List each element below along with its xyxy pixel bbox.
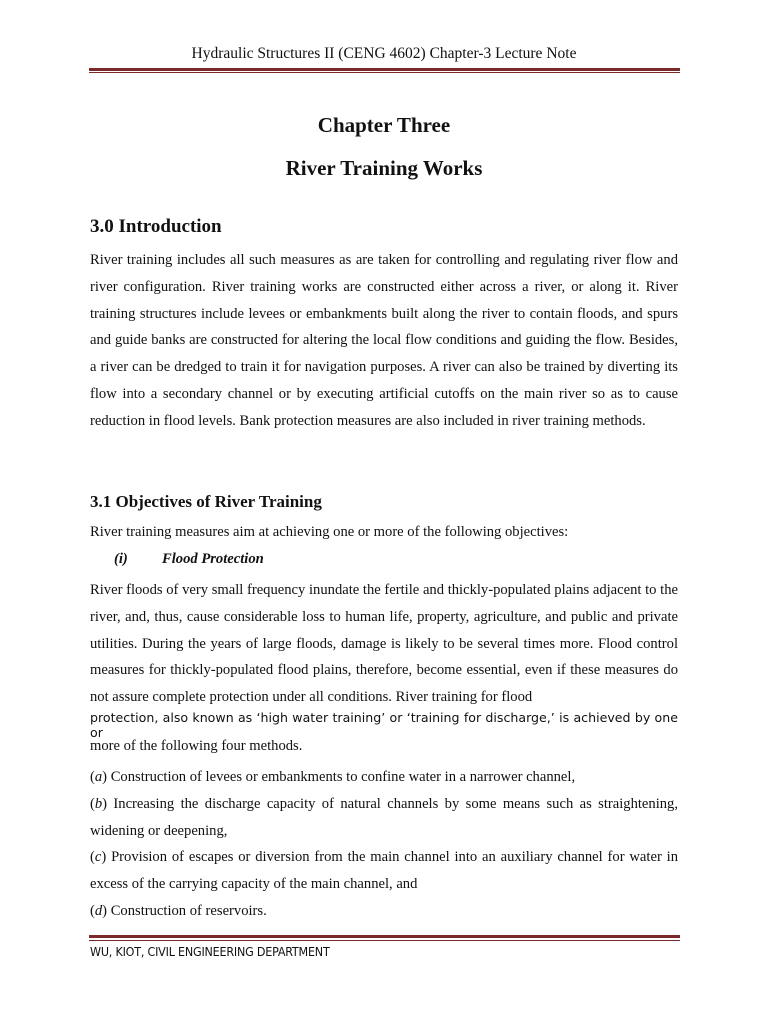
section-heading-intro: 3.0 Introduction xyxy=(90,216,222,237)
method-item-d: (d) Construction of reservoirs. xyxy=(90,903,267,919)
item-text: Construction of reservoirs. xyxy=(107,903,267,919)
header-rule-thin xyxy=(89,72,680,73)
item-letter: d xyxy=(94,903,103,919)
item-text: Construction of levees or embankments to confine water in a narrower channel, xyxy=(107,769,576,785)
item-text: Provision of escapes or diversion from the main channel into an auxiliary channel for water in excess of the carrying capacity of the main channel, and xyxy=(90,849,678,892)
flood-protection-sans-line: protection, also known as ‘high water training’ or ‘training for discharge,’ is achieved by one or xyxy=(90,710,678,740)
flood-protection-end: more of the following four methods. xyxy=(90,738,303,754)
objectives-lead: River training measures aim at achieving one or more of the following objectives: xyxy=(90,524,569,540)
method-item-c: (c) Provision of escapes or diversion from the main channel into an auxiliary channel for water in excess of the carrying capacity of the main channel, and xyxy=(90,849,678,892)
header-rule xyxy=(89,68,680,71)
item-text: Increasing the discharge capacity of natural channels by some means such as straightening, widening or deepening, xyxy=(90,796,678,839)
item-letter: b xyxy=(94,796,103,812)
flood-protection-paragraph: River floods of very small frequency inundate the fertile and thickly-populated plains adjacent to the river, and, thus, cause considerable loss to human life, property, agriculture, and public and private utilities. During the years of large floods, damage is likely to be several times more. Flood control measures for thickly-populated flood plains, therefore, become essential, even if these measures do not assure complete protection under all conditions. River training for flood xyxy=(90,582,678,706)
item-letter: a xyxy=(94,769,103,785)
section-heading-objectives: 3.1 Objectives of River Training xyxy=(90,492,322,511)
chapter-subtitle: River Training Works xyxy=(285,156,483,180)
footer-rule xyxy=(89,935,680,938)
intro-paragraph: River training includes all such measures as are taken for controlling and regulating river flow and river configuration. River training works are constructed either across a river, or along it. River training structures include levees or embankments built along the river to contain floods, and spurs and guide banks are constructed for altering the local flow conditions and guiding the flow. Besides, a river can be dredged to train it for navigation purposes. A river can also be trained by diverting its flow into a secondary channel or by executing artificial cutoffs on the main river so as to cause reduction in flood levels. Bank protection measures are also included in river training methods. xyxy=(90,252,678,429)
subsection-title: Flood Protection xyxy=(162,551,264,567)
running-header: Hydraulic Structures II (CENG 4602) Chapter-3 Lecture Note xyxy=(191,45,577,62)
method-item-b: (b) Increasing the discharge capacity of natural channels by some means such as straightening, widening or deepening, xyxy=(90,796,678,839)
item-letter: c xyxy=(94,849,102,865)
method-item-a: (a) Construction of levees or embankments to confine water in a narrower channel, xyxy=(90,769,576,785)
footer-rule-thin xyxy=(89,940,680,941)
subsection-number: (i) xyxy=(114,551,128,567)
running-footer: WU, KIOT, CIVIL ENGINEERING DEPARTMENT xyxy=(90,944,330,959)
chapter-title: Chapter Three xyxy=(317,113,451,137)
